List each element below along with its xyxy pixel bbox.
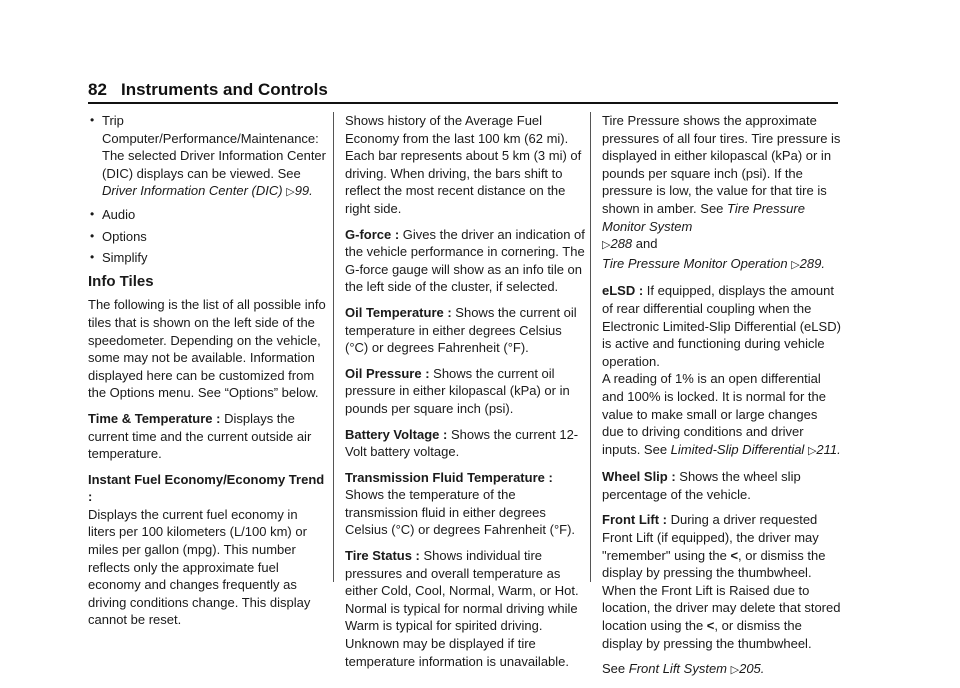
term-text: During a driver requested Front Lift (if equipped), the driver may "remember" using the bbox=[602, 512, 819, 563]
column-2 bbox=[345, 112, 585, 678]
column-3 bbox=[602, 112, 842, 688]
term-label: Oil Temperature : bbox=[345, 304, 452, 320]
intro-paragraph: The following is the list of all possible info tiles that is shown on the left side of the speedometer. Depending on the vehicle, some may not be available. Information displayed here can be customized from the Options menu. See “Options” below. bbox=[88, 297, 326, 401]
bullet-text: Trip Computer/Performance/Maintenance: The selected Driver Information Center (DIC) displays can be viewed. See bbox=[102, 113, 326, 181]
tire-pressure-paragraph bbox=[602, 112, 842, 274]
wheel-slip-paragraph bbox=[602, 468, 842, 503]
header-rule bbox=[88, 102, 838, 104]
page-ref-icon: ▷ bbox=[807, 444, 817, 457]
term-text: , or dismiss the display by pressing the thumbwheel. bbox=[602, 618, 812, 651]
oil-pressure-paragraph bbox=[345, 365, 585, 418]
tire-status-paragraph bbox=[345, 547, 585, 670]
column-divider bbox=[590, 112, 591, 582]
body-text: Tire Pressure shows the approximate pressures of all four tires. Tire pressure is displayed in either kilopascal (kPa) or in pounds per square inch (psi). If the pressure is low, the value for that tire is shown in amber. See bbox=[602, 113, 841, 216]
term-text: , or dismiss the display by pressing the thumbwheel. When the Front Lift is Raised due to location, the driver may delete that stored location using the bbox=[602, 547, 841, 634]
term-label: Front Lift : bbox=[602, 512, 667, 528]
term-text: Gives the driver an indication of the vehicle performance in cornering. The G-force gauge will show as an info tile on the left side of the cluster, if selected. bbox=[345, 226, 585, 295]
column-divider bbox=[333, 112, 334, 582]
bullet-text: Simplify bbox=[102, 250, 148, 266]
page-ref-icon: ▷ bbox=[286, 186, 295, 199]
column-1 bbox=[88, 112, 328, 637]
bullet-text: Audio bbox=[102, 206, 136, 222]
term-text: Shows the current 12-Volt battery voltage. bbox=[345, 426, 579, 460]
elsd-paragraph-2 bbox=[602, 370, 842, 460]
term-text: Shows the wheel slip percentage of the vehicle. bbox=[602, 469, 801, 502]
term-label: eLSD : bbox=[602, 283, 644, 299]
tpmo-link[interactable]: Tire Pressure Monitor Operation bbox=[602, 255, 788, 271]
transmission-paragraph bbox=[345, 469, 585, 539]
term-label: Transmission Fluid Temperature : bbox=[345, 469, 553, 485]
term-text: Shows the temperature of the transmission fluid in either degrees Celsius (°C) or degrees Fahrenheit (°F). bbox=[345, 487, 576, 538]
page-ref-icon: ▷ bbox=[791, 258, 800, 271]
page-ref[interactable]: 99. bbox=[294, 183, 313, 199]
bullet-list bbox=[88, 112, 328, 267]
list-item bbox=[88, 228, 328, 246]
term-label: Wheel Slip : bbox=[602, 469, 676, 485]
gforce-paragraph bbox=[345, 226, 585, 296]
see-front-lift-paragraph bbox=[602, 660, 842, 680]
bullet-text: Options bbox=[102, 228, 147, 244]
term-text: If equipped, displays the amount of rear differential coupling when the Electronic Limited-Slip Differential (eLSD) is active and functioning during vehicle operation. bbox=[602, 283, 841, 369]
term-label: G-force : bbox=[345, 226, 400, 242]
chevron-left-icon: < bbox=[730, 547, 739, 563]
time-temp-paragraph bbox=[88, 410, 328, 463]
list-item bbox=[88, 112, 328, 202]
term-label: Instant Fuel Economy/Economy Trend : bbox=[88, 471, 325, 505]
oil-temp-paragraph bbox=[345, 304, 585, 357]
page-number: 82 bbox=[88, 80, 107, 99]
fuel-paragraph bbox=[88, 471, 328, 629]
page-ref[interactable]: 205. bbox=[739, 661, 765, 677]
page-ref[interactable]: 288 bbox=[610, 236, 633, 252]
term-label: Tire Status : bbox=[345, 548, 420, 564]
list-item bbox=[88, 206, 328, 224]
term-label: Oil Pressure : bbox=[345, 365, 430, 381]
term-label: Time & Temperature : bbox=[88, 410, 221, 426]
page-header bbox=[88, 80, 840, 104]
page-title: Instruments and Controls bbox=[121, 80, 328, 99]
body-text: See bbox=[602, 661, 629, 677]
term-label: Battery Voltage : bbox=[345, 426, 448, 442]
page-ref-icon: ▷ bbox=[730, 664, 740, 677]
page-ref[interactable]: 289. bbox=[799, 255, 825, 271]
term-text: Shows individual tire pressures and overall temperature as either Cold, Cool, Normal, Warm, or Hot. Normal is typical for normal driving while Warm is typical for spirited driving. Unknown may be displayed if tire temperature information is unavailable. bbox=[345, 548, 579, 669]
tpms-link[interactable]: Tire Pressure Monitor System bbox=[602, 200, 805, 234]
dic-link[interactable]: Driver Information Center (DIC) bbox=[102, 183, 283, 199]
term-text: Displays the current time and the current outside air temperature. bbox=[88, 410, 312, 462]
chevron-left-icon: < bbox=[706, 618, 715, 634]
term-text: Shows the current oil pressure in either kilopascal (kPa) or in pounds per square inch (psi). bbox=[345, 365, 570, 416]
term-text: Shows the current oil temperature in either degrees Celsius (°C) or degrees Fahrenheit (°F). bbox=[345, 304, 577, 356]
elsd-paragraph bbox=[602, 282, 842, 370]
lsd-link[interactable]: Limited-Slip Differential bbox=[670, 441, 805, 457]
section-title: Info Tiles bbox=[88, 272, 154, 290]
list-item bbox=[88, 249, 328, 267]
page-ref-icon: ▷ bbox=[602, 239, 611, 252]
battery-paragraph bbox=[345, 426, 585, 461]
front-lift-paragraph bbox=[602, 511, 842, 652]
avg-fuel-paragraph: Shows history of the Average Fuel Economy from the last 100 km (62 mi). Each bar represents about 5 km (3 mi) of driving. When driving, the bars shift to reflect the most recent distance on the right side. bbox=[345, 113, 582, 216]
fls-link[interactable]: Front Lift System bbox=[628, 661, 727, 677]
body-text: and bbox=[632, 236, 658, 252]
body-text: A reading of 1% is an open differential and 100% is locked. It is normal for the value to make small or large changes due to driving conditions and driver inputs. See bbox=[602, 371, 827, 457]
page-ref[interactable]: 211. bbox=[816, 441, 841, 457]
term-text: Displays the current fuel economy in liters per 100 kilometers (L/100 km) or miles per gallon (mpg). This number reflects only the approximate fuel economy and changes frequently as driving conditions change. This display cannot be reset. bbox=[88, 506, 311, 628]
